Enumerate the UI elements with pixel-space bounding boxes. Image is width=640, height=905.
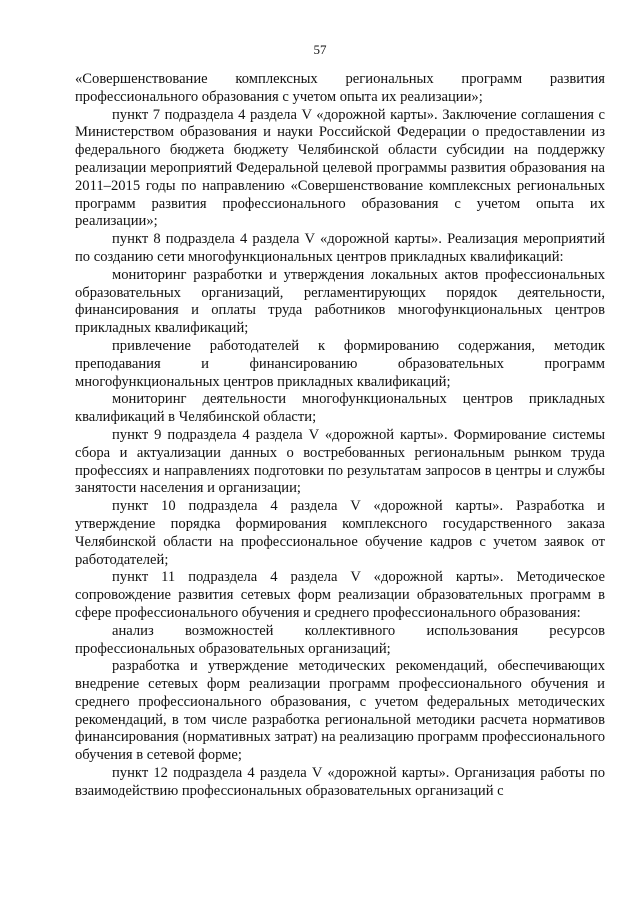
page-number: 57 bbox=[313, 42, 327, 57]
paragraph: мониторинг деятельности многофункциональных центров прикладных квалификаций в Челябинской области; bbox=[75, 391, 605, 426]
paragraph: анализ возможностей коллективного использования ресурсов профессиональных образовательных организаций; bbox=[75, 622, 605, 657]
paragraph: пункт 7 подраздела 4 раздела V «дорожной карты». Заключение соглашения с Министерством образования и науки Российской Федерации о предоставлении из федерального бюджета бюджету Челябинской области субсидии на поддержку реализации мероприятий Федеральной целевой программы развития образования на 2011–2015 годы по направлению «Совершенствование комплексных региональных программ развития профессионального образования с учетом опыта их реализации»; bbox=[75, 106, 605, 230]
paragraph: пункт 11 подраздела 4 раздела V «дорожной карты». Методическое сопровождение развития сетевых форм реализации образовательных программ в сфере профессионального обучения и среднего профессионального образования: bbox=[75, 569, 605, 621]
paragraph: пункт 9 подраздела 4 раздела V «дорожной карты». Формирование системы сбора и актуализации данных о востребованных региональным рынком труда профессиях и направлениях подготовки по результатам запросов в центры и службы занятости населения и организации; bbox=[75, 426, 605, 497]
paragraph: пункт 8 подраздела 4 раздела V «дорожной карты». Реализация мероприятий по созданию сети многофункциональных центров прикладных квалификаций: bbox=[75, 231, 605, 265]
paragraph: «Совершенствование комплексных региональных программ развития профессионального образования с учетом опыта их реализации»; bbox=[75, 71, 605, 105]
document-body bbox=[75, 71, 605, 801]
paragraph: разработка и утверждение методических рекомендаций, обеспечивающих внедрение сетевых форм реализации программ профессионального обучения и среднего профессионального образования, с учетом федеральных методических рекомендаций, в том числе разработка региональной методики расчета нормативов финансирования (нормативных затрат) на реализацию программ профессионального обучения в сетевой форме; bbox=[75, 658, 605, 764]
paragraph: пункт 12 подраздела 4 раздела V «дорожной карты». Организация работы по взаимодействию профессиональных образовательных организаций с bbox=[75, 765, 605, 799]
paragraph: пункт 10 подраздела 4 раздела V «дорожной карты». Разработка и утверждение порядка формирования комплексного государственного заказа Челябинской области на профессиональное обучение кадров с учетом заявок от работодателей; bbox=[75, 498, 605, 568]
paragraph: мониторинг разработки и утверждения локальных актов профессиональных образовательных организаций, регламентирующих порядок деятельности, финансирования и оплаты труда работников многофункциональных центров прикладных квалификаций; bbox=[75, 266, 605, 337]
paragraph: привлечение работодателей к формированию содержания, методик преподавания и финансированию образовательных программ многофункциональных центров прикладных квалификаций; bbox=[75, 337, 605, 390]
